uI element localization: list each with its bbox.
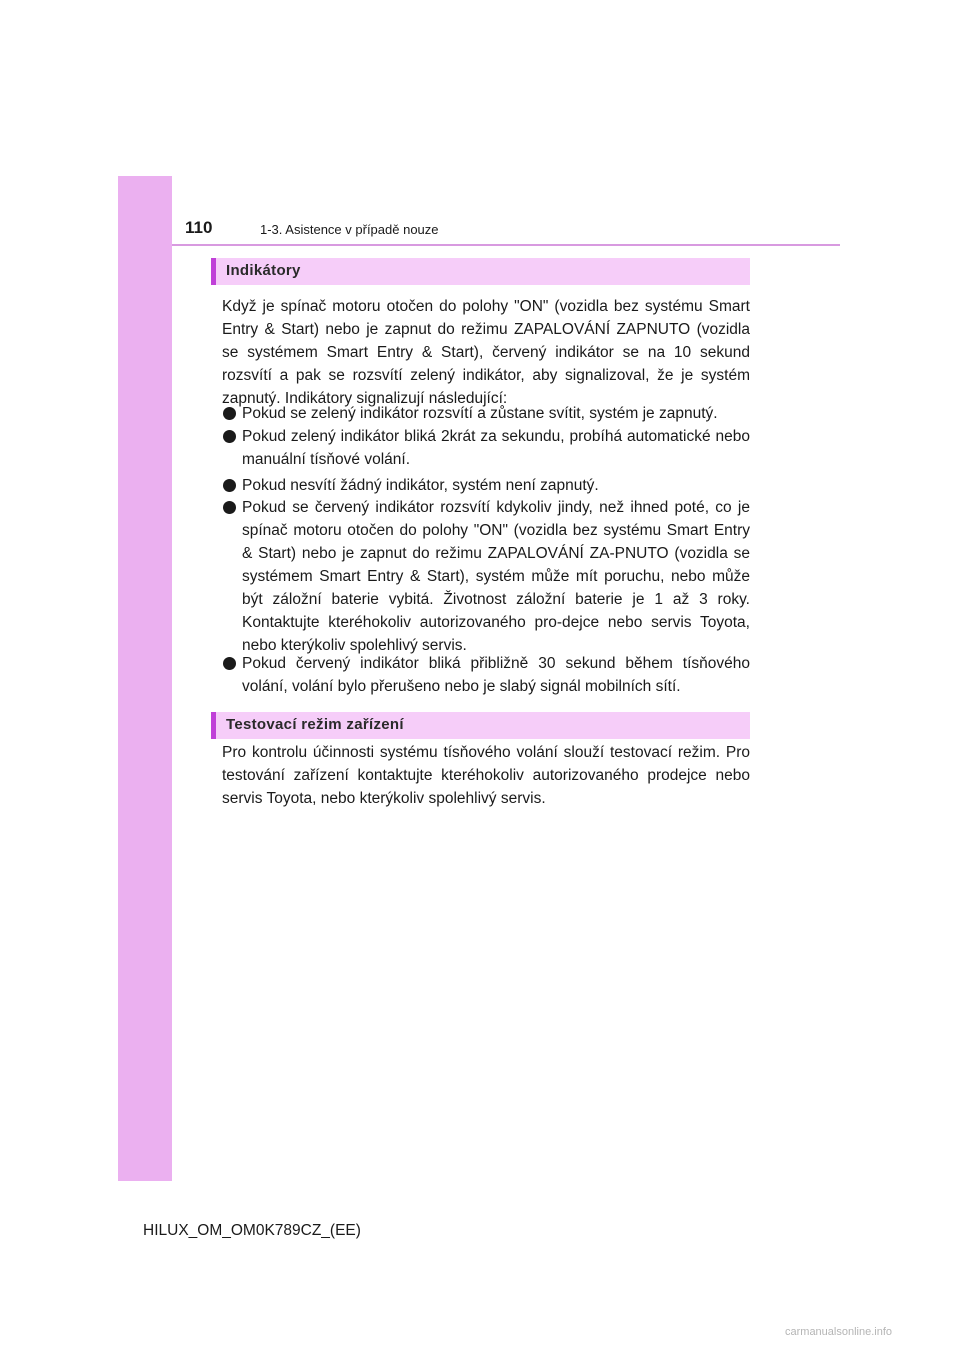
list-item-text: Pokud nesvítí žádný indikátor, systém není zapnutý. [242, 477, 599, 494]
bullet-icon [223, 657, 236, 670]
list-item [222, 402, 750, 425]
bullet-icon [223, 479, 236, 492]
watermark: carmanualsonline.info [785, 1326, 893, 1338]
header-rule [172, 244, 840, 246]
chapter-sidebar-tab [118, 176, 172, 1181]
intro-paragraph: Když je spínač motoru otočen do polohy "ON" (vozidla bez systému Smart Entry & Start) nebo je zapnut do režimu ZAPALOVÁNÍ ZAPNUTO (vozidla se systémem Smart Entry & Start), červený indikátor se na 10 sekund rozsvítí a pak se rozsvítí zelený indikátor, aby signalizoval, že je systém zapnutý. Indikátory signalizují následující: [222, 298, 750, 407]
list-item [222, 496, 750, 657]
section-heading-label: Testovací režim zařízení [226, 716, 404, 733]
list-item [222, 474, 750, 497]
section-heading-label: Indikátory [226, 262, 301, 279]
document-code: HILUX_OM_OM0K789CZ_(EE) [143, 1222, 361, 1239]
bullet-icon [223, 501, 236, 514]
page-number: 110 [185, 218, 213, 237]
list-item [222, 652, 750, 698]
section-heading-indicators [211, 258, 750, 285]
test-mode-paragraph: Pro kontrolu účinnosti systému tísňového volání slouží testovací režim. Pro testování zařízení kontaktujte kteréhokoliv autorizovaného prodejce nebo servis Toyota, nebo kterýkoliv spolehlivý servis. [222, 744, 750, 807]
list-item-text: Pokud zelený indikátor bliká 2krát za sekundu, probíhá automatické nebo manuální tísňové volání. [242, 428, 750, 468]
section-heading-test-mode [211, 712, 750, 739]
bullet-icon [223, 430, 236, 443]
list-item [222, 425, 750, 471]
running-section-title: 1-3. Asistence v případě nouze [260, 222, 439, 237]
bullet-icon [223, 407, 236, 420]
list-item-text: Pokud se zelený indikátor rozsvítí a zůstane svítit, systém je zapnutý. [242, 405, 718, 422]
list-item-text: Pokud se červený indikátor rozsvítí kdykoliv jindy, než ihned poté, co je spínač motoru otočen do polohy "ON" (vozidla bez systému Smart Entry & Start) nebo je zapnut do režimu ZAPALOVÁNÍ ZA-PNUTO (vozidla se systémem Smart Entry & Start), systém může mít poruchu, nebo může být záložní baterie vybitá. Životnost záložní baterie je 1 až 3 roky. Kontaktujte kteréhokoliv autorizovaného pro-dejce nebo servis Toyota, nebo kterýkoliv spolehlivý servis. [242, 499, 750, 654]
list-item-text: Pokud červený indikátor bliká přibližně 30 sekund během tísňového volání, volání bylo přerušeno nebo je slabý signál mobilních sítí. [242, 655, 750, 695]
